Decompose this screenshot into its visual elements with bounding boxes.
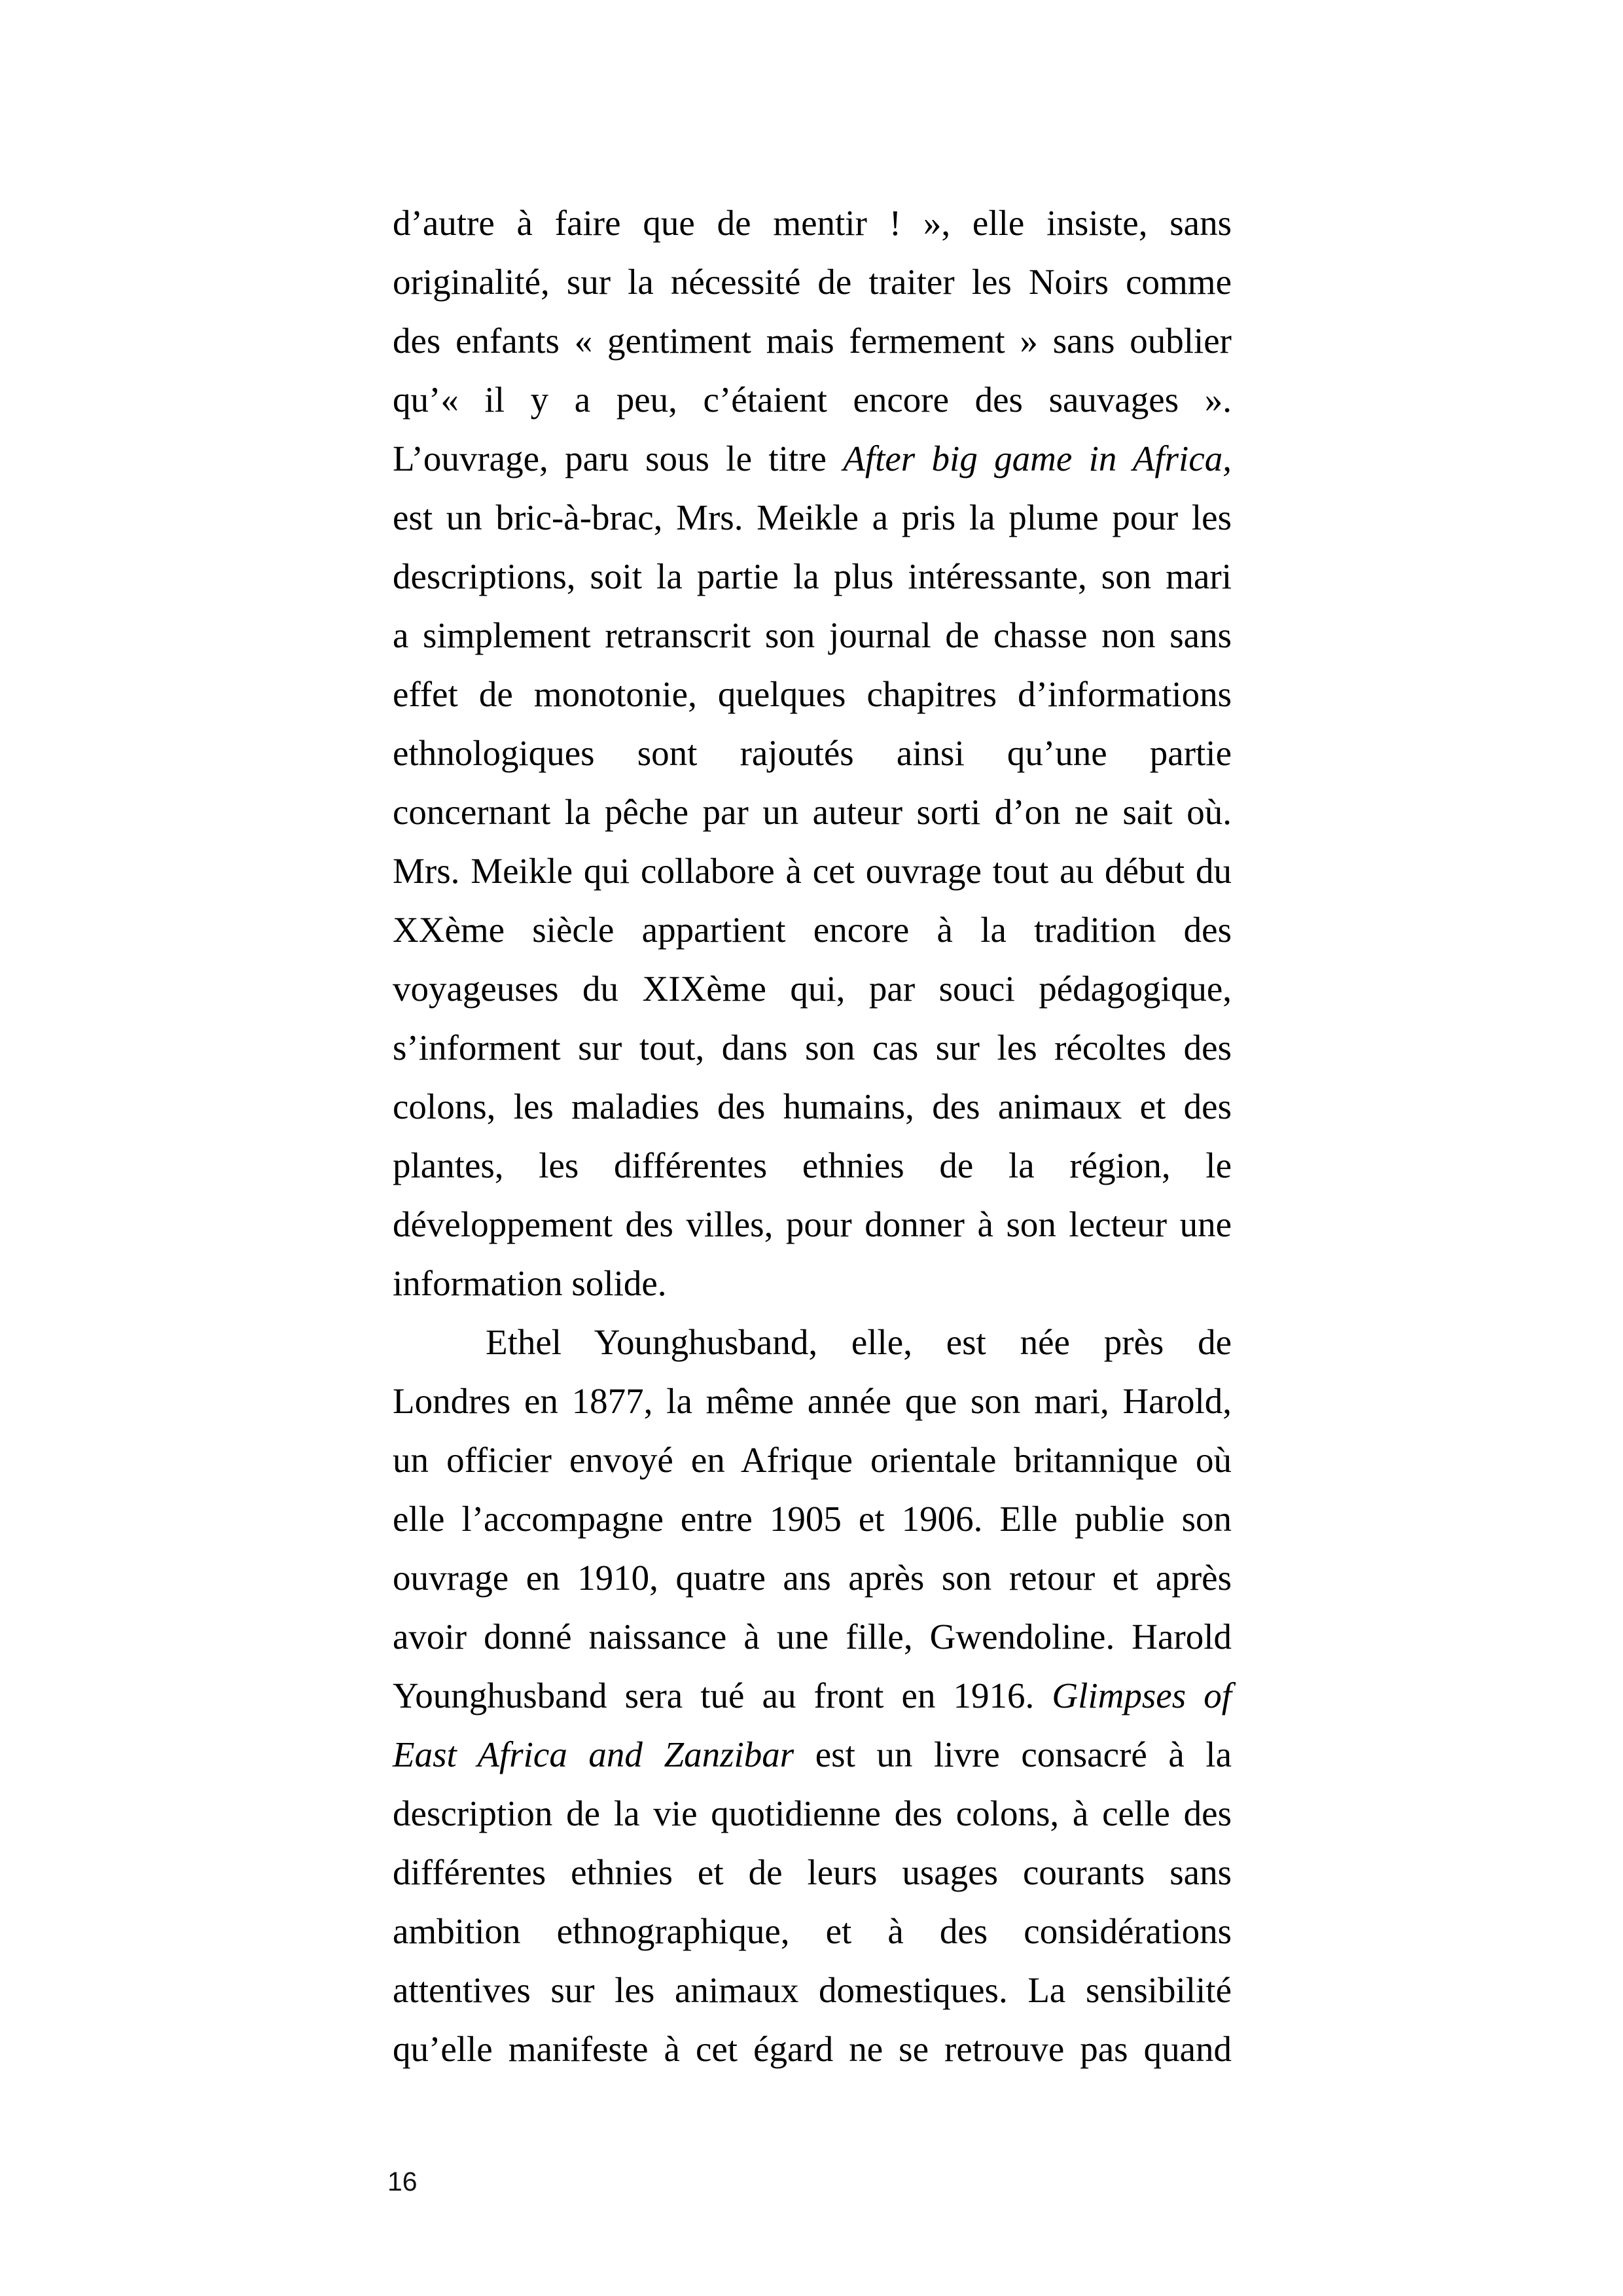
text-line bbox=[393, 1372, 1232, 1431]
text-segment: descriptions, soit la partie la plus intéressante, son mari bbox=[393, 556, 1232, 596]
text-segment: un officier envoyé en Afrique orientale britannique où bbox=[393, 1440, 1232, 1480]
text-segment: ethnologiques sont rajoutés ainsi qu’une partie bbox=[393, 733, 1232, 773]
italic-text-segment: After big game in Africa, bbox=[843, 439, 1232, 478]
text-line bbox=[393, 1784, 1232, 1843]
text-segment: colons, les maladies des humains, des animaux et des bbox=[393, 1086, 1232, 1126]
text-segment: qu’elle manifeste à cet égard ne se retrouve pas quand bbox=[393, 2029, 1232, 2069]
text-segment: elle l’accompagne entre 1905 et 1906. Elle publie son bbox=[393, 1499, 1232, 1539]
text-line bbox=[393, 429, 1232, 488]
text-line bbox=[393, 842, 1232, 901]
text-segment: a simplement retranscrit son journal de chasse non sans bbox=[393, 615, 1232, 655]
text-segment: voyageuses du XIXème qui, par souci pédagogique, bbox=[393, 969, 1232, 1009]
text-line bbox=[393, 2020, 1232, 2079]
text-line bbox=[393, 1902, 1232, 1961]
text-segment: information solide. bbox=[393, 1263, 667, 1303]
text-segment: d’autre à faire que de mentir ! », elle insiste, sans bbox=[393, 203, 1232, 243]
text-line bbox=[393, 1136, 1232, 1195]
text-line bbox=[393, 370, 1232, 429]
text-line bbox=[393, 1313, 1232, 1372]
text-block bbox=[393, 194, 1232, 2079]
text-line bbox=[393, 1490, 1232, 1549]
text-segment: des enfants « gentiment mais fermement » sans oublier bbox=[393, 321, 1232, 361]
italic-text-segment: Glimpses of bbox=[1052, 1676, 1232, 1715]
text-line bbox=[393, 1018, 1232, 1077]
text-segment: originalité, sur la nécessité de traiter les Noirs comme bbox=[393, 262, 1232, 302]
text-line bbox=[393, 547, 1232, 606]
text-segment: XXème siècle appartient encore à la tradition des bbox=[393, 910, 1232, 950]
text-line bbox=[393, 901, 1232, 960]
text-line bbox=[393, 606, 1232, 665]
text-segment: qu’« il y a peu, c’étaient encore des sauvages ». bbox=[393, 380, 1232, 420]
text-segment: s’informent sur tout, dans son cas sur les récoltes des bbox=[393, 1028, 1232, 1067]
text-segment: Mrs. Meikle qui collabore à cet ouvrage tout au début du bbox=[393, 851, 1232, 891]
text-line bbox=[393, 488, 1232, 547]
text-segment: attentives sur les animaux domestiques. La sensibilité bbox=[393, 1970, 1232, 2010]
text-segment: description de la vie quotidienne des colons, à celle des bbox=[393, 1793, 1232, 1833]
text-line bbox=[393, 783, 1232, 842]
text-segment: avoir donné naissance à une fille, Gwendoline. Harold bbox=[393, 1617, 1232, 1657]
text-segment: concernant la pêche par un auteur sorti d’on ne sait où. bbox=[393, 792, 1232, 832]
page-number: 16 bbox=[387, 2166, 418, 2197]
text-segment: Younghusband sera tué au front en 1916. bbox=[393, 1676, 1052, 1715]
text-line bbox=[393, 1254, 1232, 1313]
text-line bbox=[393, 194, 1232, 253]
text-segment: ouvrage en 1910, quatre ans après son retour et après bbox=[393, 1558, 1232, 1598]
text-line bbox=[393, 253, 1232, 312]
text-segment: développement des villes, pour donner à son lecteur une bbox=[393, 1204, 1232, 1244]
text-segment: Ethel Younghusband, elle, est née près de bbox=[486, 1322, 1232, 1362]
text-segment: Londres en 1877, la même année que son mari, Harold, bbox=[393, 1381, 1232, 1421]
italic-text-segment: East Africa and Zanzibar bbox=[393, 1734, 794, 1774]
text-segment: L’ouvrage, paru sous le titre bbox=[393, 439, 844, 478]
text-segment: effet de monotonie, quelques chapitres d’informations bbox=[393, 674, 1232, 714]
text-line bbox=[393, 1961, 1232, 2020]
text-line bbox=[393, 312, 1232, 370]
text-segment: est un bric-à-brac, Mrs. Meikle a pris la plume pour les bbox=[393, 497, 1232, 537]
text-line bbox=[393, 724, 1232, 783]
text-line bbox=[393, 1195, 1232, 1254]
text-segment: plantes, les différentes ethnies de la région, le bbox=[393, 1145, 1232, 1185]
text-line bbox=[393, 1607, 1232, 1666]
text-line bbox=[393, 665, 1232, 724]
text-line bbox=[393, 1549, 1232, 1607]
text-line bbox=[393, 960, 1232, 1018]
text-segment: différentes ethnies et de leurs usages courants sans bbox=[393, 1852, 1232, 1892]
text-line bbox=[393, 1725, 1232, 1784]
text-segment: est un livre consacré à la bbox=[794, 1734, 1232, 1774]
text-segment: ambition ethnographique, et à des considérations bbox=[393, 1911, 1232, 1951]
text-line bbox=[393, 1666, 1232, 1725]
text-line bbox=[393, 1431, 1232, 1490]
text-line bbox=[393, 1843, 1232, 1902]
text-line bbox=[393, 1077, 1232, 1136]
